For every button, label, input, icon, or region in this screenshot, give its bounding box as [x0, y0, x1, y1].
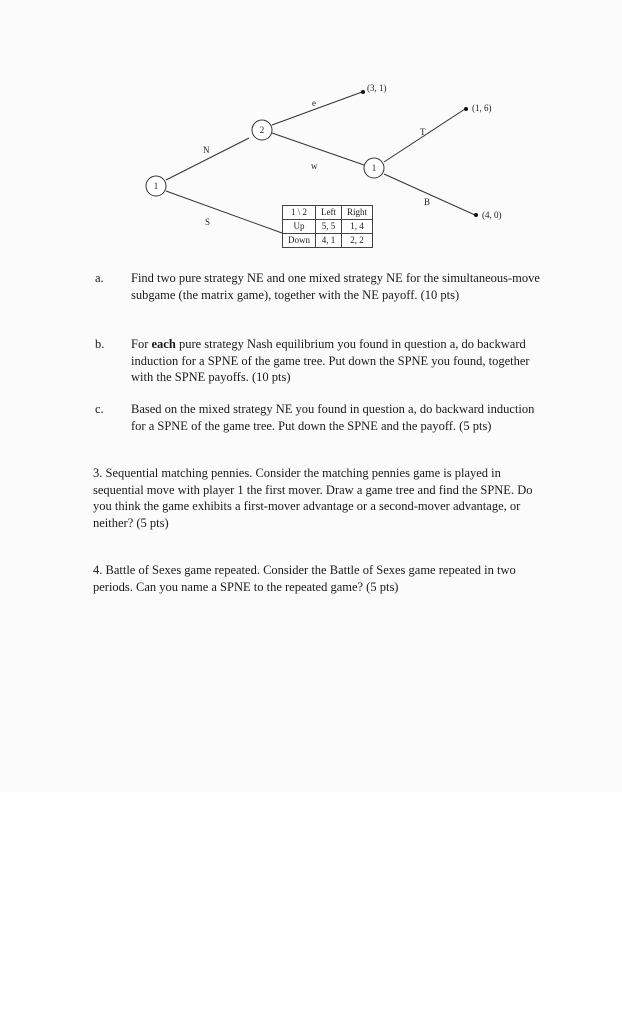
- payoff-e: (3, 1): [367, 83, 387, 93]
- matrix-corner: 1 \ 2: [283, 206, 316, 220]
- question-text: Based on the mixed strategy NE you found in question a, do backward induction for a SPNE of the game tree. Put down the SPNE and the payoff. (5 pts): [131, 402, 535, 433]
- question-c: [95, 401, 543, 434]
- node-player-1-second: [364, 158, 384, 178]
- question-text: 3. Sequential matching pennies. Consider the matching pennies game is played in sequential move with player 1 the first mover. Draw a game tree and find the SPNE. Do you think the game exhibits a first-mover advantage or a second-mover advantage, or neither? (5 pts): [93, 466, 533, 530]
- terminal-dot-e: [361, 90, 365, 94]
- matrix-row-header: Up: [283, 220, 316, 234]
- action-label-T: T: [420, 127, 426, 137]
- action-label-e: e: [312, 98, 316, 108]
- payoff-matrix: [282, 205, 373, 248]
- payoff-B: (4, 0): [482, 210, 502, 220]
- terminal-dot-T: [464, 107, 468, 111]
- branch-S: [166, 191, 282, 233]
- svg-text:1: 1: [371, 163, 377, 173]
- matrix-row: [283, 234, 373, 248]
- matrix-cell: 4, 1: [316, 234, 342, 248]
- node-player-1-root: [146, 176, 166, 196]
- action-label-B: B: [424, 197, 431, 207]
- matrix-col-header: Right: [342, 206, 373, 220]
- svg-text:2: 2: [259, 125, 265, 135]
- question-4: [93, 562, 543, 595]
- matrix-col-header: Left: [316, 206, 342, 220]
- question-marker: a.: [95, 271, 104, 285]
- node-player-2: [252, 120, 272, 140]
- question-text: Find two pure strategy NE and one mixed strategy NE for the simultaneous-move subgame (the matrix game), together with the NE payoff. (10 pts): [131, 271, 540, 302]
- terminal-dot-B: [474, 213, 478, 217]
- question-text: 4. Battle of Sexes game repeated. Consider the Battle of Sexes game repeated in two periods. Can you name a SPNE to the repeated game? (5 pts): [93, 563, 516, 594]
- payoff-T: (1, 6): [472, 103, 492, 113]
- question-emphasis: each: [151, 337, 176, 351]
- action-label-S: S: [205, 217, 211, 227]
- action-label-w: w: [311, 161, 318, 171]
- matrix-cell: 1, 4: [342, 220, 373, 234]
- question-b: [95, 336, 543, 386]
- action-label-N: N: [203, 145, 210, 155]
- matrix-row-header: Down: [283, 234, 316, 248]
- branch-w: [272, 133, 364, 165]
- question-marker: b.: [95, 337, 105, 351]
- matrix-header-row: [283, 206, 373, 220]
- question-text: For: [131, 337, 152, 351]
- svg-text:1: 1: [153, 181, 159, 191]
- matrix-cell: 5, 5: [316, 220, 342, 234]
- question-marker: c.: [95, 402, 104, 416]
- branch-e: [272, 92, 362, 125]
- matrix-cell: 2, 2: [342, 234, 373, 248]
- question-a: [95, 270, 543, 303]
- branch-B: [384, 174, 475, 215]
- matrix-row: [283, 220, 373, 234]
- question-text: pure strategy Nash equilibrium you found in question a, do backward induction for a SPNE of the game tree. Put down the SPNE you found, together with the SPNE payoffs. (10 pts): [131, 337, 530, 384]
- question-3: [93, 465, 543, 531]
